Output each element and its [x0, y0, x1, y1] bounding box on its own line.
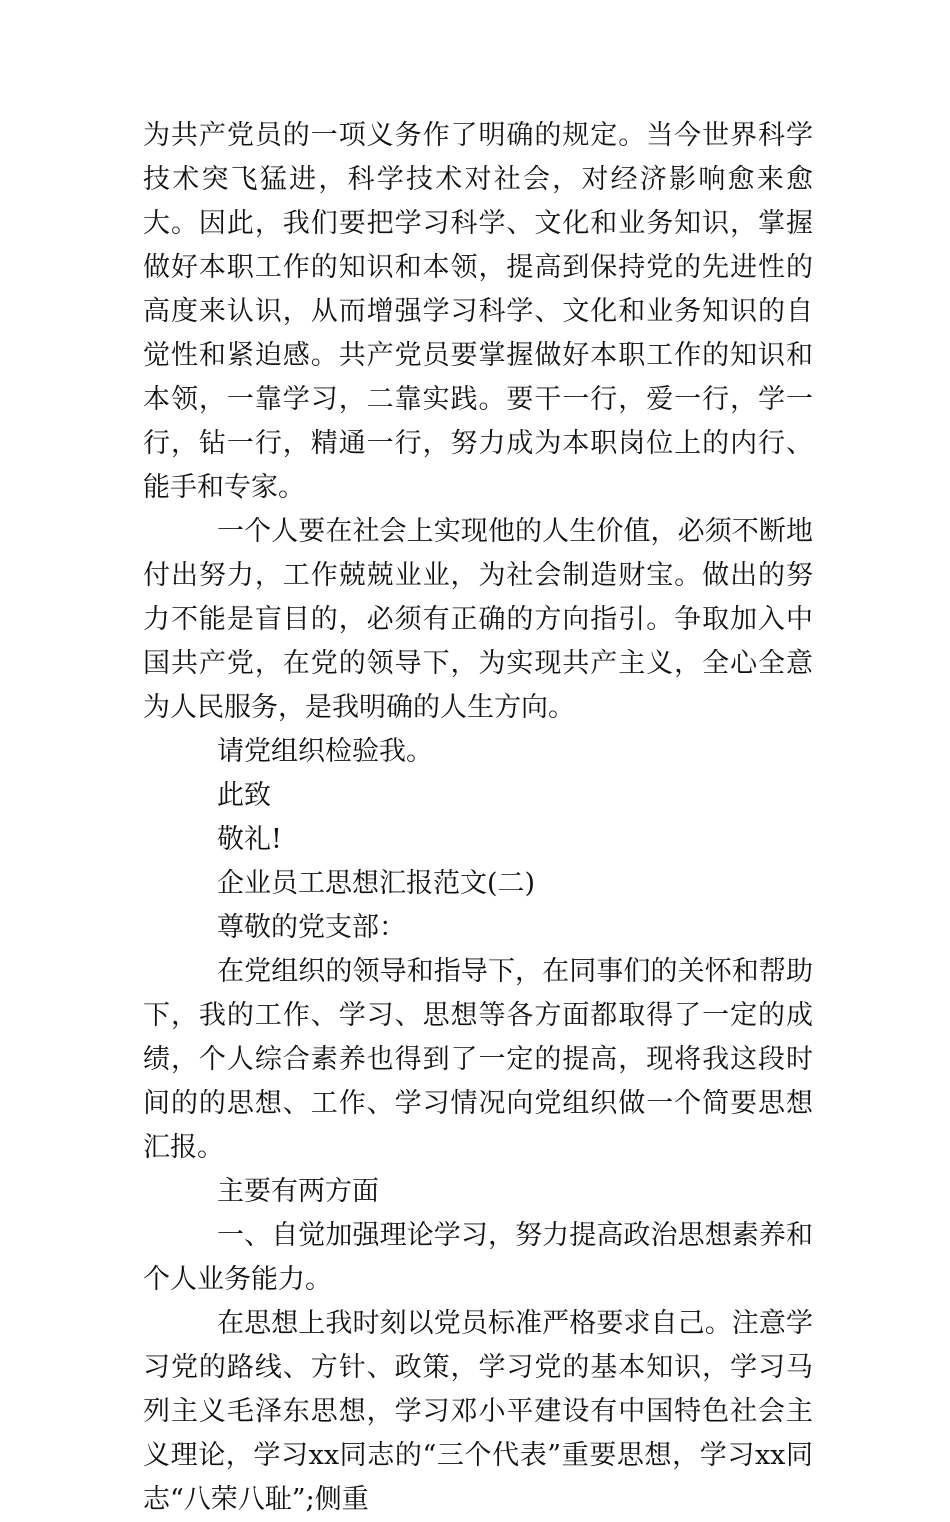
closing-line: 此致 [217, 780, 271, 811]
numbered-heading: 一、自觉加强理论学习，努力提高政治思想素养和个人业务能力。 [143, 1220, 813, 1295]
document-body [143, 114, 813, 1522]
body-paragraph: 在党组织的领导和指导下，在同事们的关怀和帮助下，我的工作、学习、思想等各方面都取得了一定的成绩，个人综合素养也得到了一定的提高，现将我这段时间的的思想、工作、学习情况向党组织做一个简要思想汇报。 [143, 956, 813, 1163]
body-paragraph: 在思想上我时刻以党员标准严格要求自己。注意学习党的路线、方针、政策，学习党的基本知识，学习马列主义毛泽东思想，学习邓小平建设有中国特色社会主义理论，学习xx同志的“三个代表”重要思想，学习xx同志“八荣八耻”;侧重 [143, 1308, 813, 1515]
section-title: 企业员工思想汇报范文(二) [217, 868, 536, 899]
body-paragraph: 主要有两方面 [217, 1176, 379, 1207]
body-paragraph: 为共产党员的一项义务作了明确的规定。当今世界科学技术突飞猛进，科学技术对社会，对经济影响愈来愈大。因此，我们要把学习科学、文化和业务知识，掌握做好本职工作的知识和本领，提高到保持党的先进性的高度来认识，从而增强学习科学、文化和业务知识的自觉性和紧迫感。共产党员要掌握做好本职工作的知识和本领，一靠学习，二靠实践。要干一行，爱一行，学一行，钻一行，精通一行，努力成为本职岗位上的内行、能手和专家。 [143, 120, 813, 503]
request-line: 请党组织检验我。 [217, 736, 433, 767]
greeting-line: 尊敬的党支部： [217, 912, 406, 943]
salutation-line: 敬礼! [217, 824, 282, 855]
body-paragraph: 一个人要在社会上实现他的人生价值，必须不断地付出努力，工作兢兢业业，为社会制造财宝。做出的努力不能是盲目的，必须有正确的方向指引。争取加入中国共产党，在党的领导下，为实现共产主义，全心全意为人民服务，是我明确的人生方向。 [143, 516, 813, 723]
